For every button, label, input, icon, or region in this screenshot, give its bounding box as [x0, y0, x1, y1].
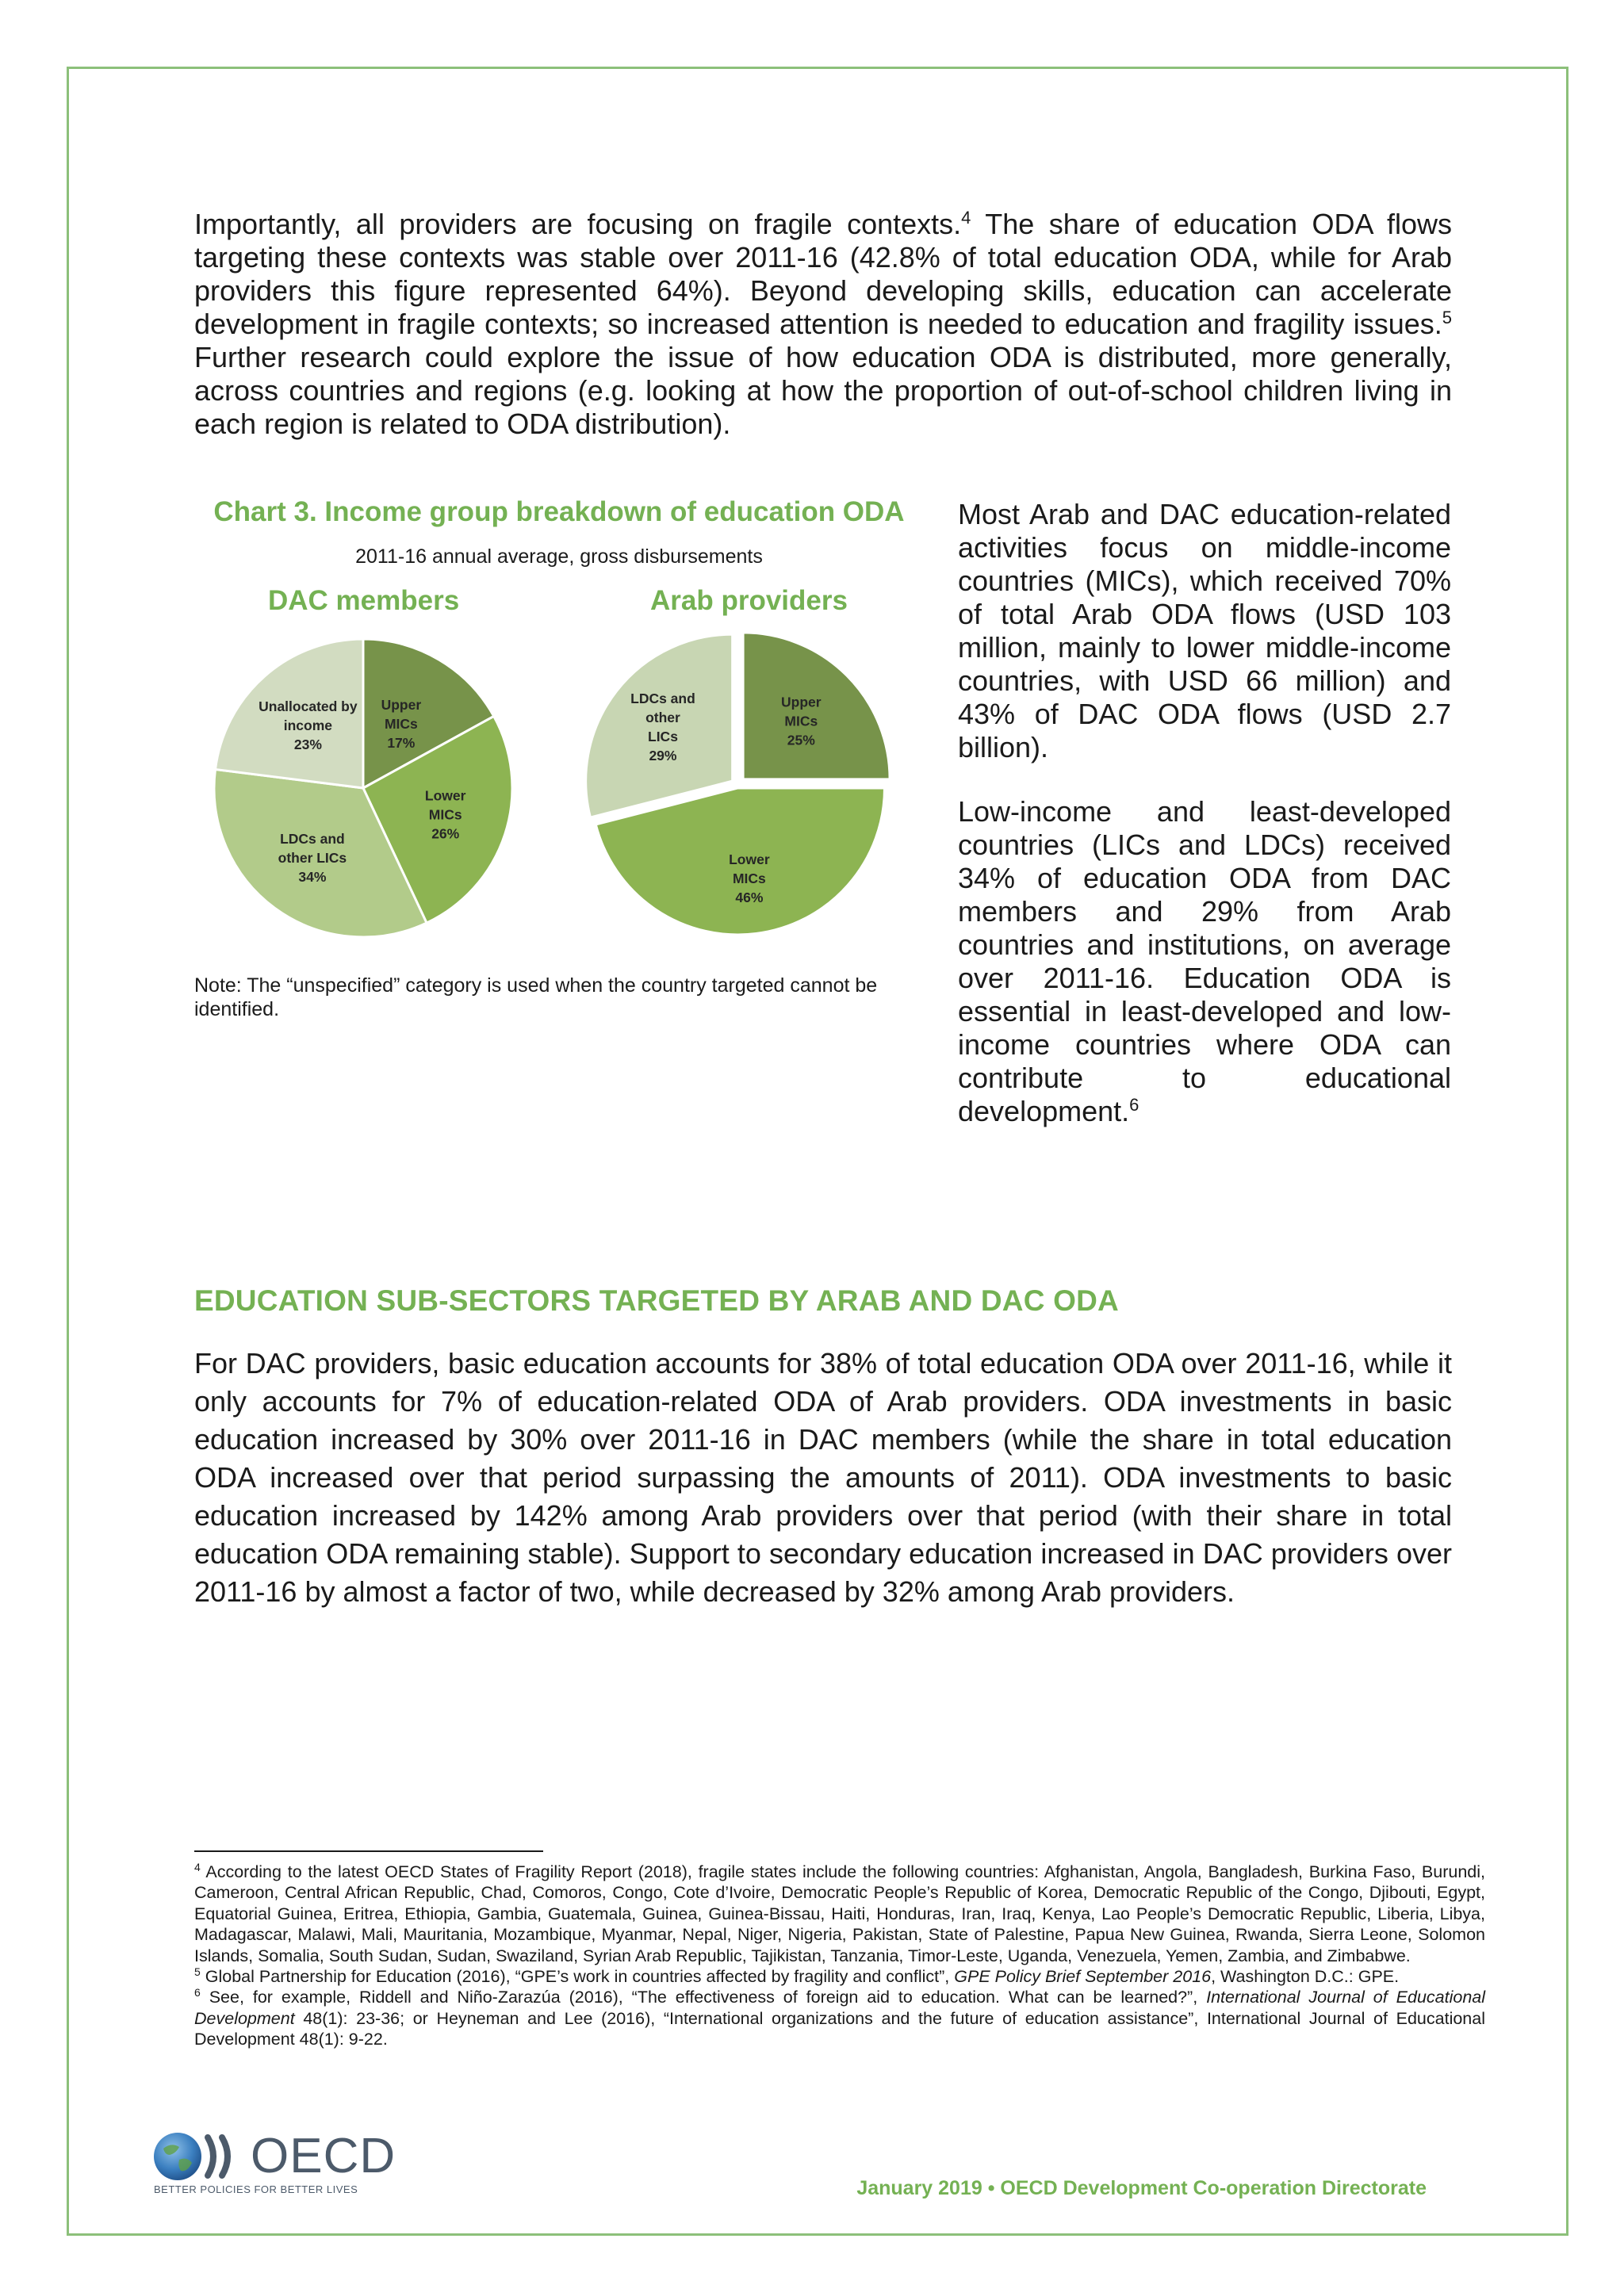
oecd-globe-icon: [152, 2131, 247, 2182]
chart-note: Note: The “unspecified” category is used when the country targeted cannot be identified.: [194, 974, 878, 1020]
footnote-text: Global Partnership for Education (2016), “GPE’s work in countries affected by fragility and conflict”,: [200, 1967, 955, 1987]
section-body: For DAC providers, basic education accounts for 38% of total education ODA over 2011-16, while it only accounts for 7% of education-related ODA of Arab providers. ODA investments in basic education increased by 30% over 2011-16 in DAC members (while the share in total education ODA increased over that period surpassing the amounts of 2011). ODA investments to basic education increased by 142% among Arab providers over that period (with their share in total education ODA remaining stable). Support to secondary education increased in DAC providers over 2011-16 by almost a factor of two, while decreased by 32% among Arab providers.: [194, 1347, 1452, 1608]
footnote-text: See, for example, Riddell and Niño-Zarazúa (2016), “The effectiveness of foreign aid to education. What can be learned?”,: [200, 1988, 1207, 2007]
footnote-text: , Washington D.C.: GPE.: [1211, 1967, 1400, 1987]
footnote-citation-title: GPE Policy Brief September 2016: [954, 1967, 1212, 1987]
footnote-citation-title: International Journal of Educational Development: [194, 1988, 1486, 2028]
pie-slice[interactable]: [586, 634, 733, 817]
footnote-number: 6: [194, 1986, 201, 1999]
pie-slice-label: Upper MICs 17%: [381, 697, 422, 752]
footnote-text: 48(1): 23-36; or Heyneman and Lee (2016), “International organizations and the future of education assistance”, International Journal of Educational Development 48(1): 9-22.: [194, 2008, 1485, 2049]
pie-slice-label: Lower MICs 26%: [424, 787, 466, 842]
oecd-wordmark: OECD: [251, 2129, 396, 2183]
footnote-number: 4: [194, 1860, 201, 1873]
chart-title: Chart 3. Income group breakdown of education ODA: [213, 496, 905, 527]
intro-paragraph: [194, 208, 1452, 441]
pie-title-dac: DAC members: [268, 585, 460, 616]
footer-text: January 2019 • OECD Development Co-operation Directorate: [856, 2177, 1427, 2199]
footnote-divider: [194, 1850, 543, 1852]
pie-chart-arab: [583, 634, 900, 951]
footnote-ref-4[interactable]: 4: [961, 208, 971, 228]
pie-title-arab: Arab providers: [650, 585, 848, 616]
right-paragraph-2: [958, 795, 1451, 1128]
section-heading: EDUCATION SUB-SECTORS TARGETED BY ARAB AND DAC ODA: [194, 1284, 1119, 1317]
intro-text-3: Further research could explore the issue of how education ODA is distributed, more generally, across countries and regions (e.g. looking at how the proportion of out-of-school children living in each region is related to ODA distribution).: [194, 341, 1452, 440]
intro-text-2: The share of education ODA flows targeting these contexts was stable over 2011-16 (42.8% of total education ODA, while for Arab providers this figure represented 64%). Beyond developing skills, education can accelerate development in fragile contexts; so increased attention is needed to education and fragility issues.: [194, 208, 1452, 340]
pie-chart-dac: [214, 634, 531, 951]
right-paragraph-1: Most Arab and DAC education-related activities focus on middle-income countries (MICs), which received 70% of total Arab ODA flows (USD 103 million, mainly to lower middle-income countries, with USD 66 million) and 43% of DAC ODA flows (USD 2.7 billion).: [958, 498, 1451, 763]
chart-subtitle: 2011-16 annual average, gross disbursements: [355, 545, 763, 568]
pie-slice-label: Lower MICs 46%: [729, 851, 770, 905]
footnote-4: [194, 1862, 1485, 1966]
footnotes: [194, 1862, 1485, 2050]
footnote-6: [194, 1987, 1485, 2049]
pie-slice-label: Unallocated by income 23%: [259, 698, 358, 753]
right-paragraph-2-text: Low-income and least-developed countries (LICs and LDCs) received 34% of education ODA from DAC members and 29% from Arab countries and institutions, on average over 2011-16. Education ODA is essential in least-developed and low-income countries where ODA can contribute to educational development.: [958, 795, 1451, 1127]
footnote-5: [194, 1966, 1485, 1987]
footnote-text: According to the latest OECD States of Fragility Report (2018), fragile states include the following countries: Afghanistan, Angola, Bangladesh, Burkina Faso, Burundi, Cameroon, Central African Republic, Chad, Comoros, Congo, Cote d’Ivoire, Democratic People’s Republic of Korea, Democratic Republic of the Congo, Djibouti, Egypt, Equatorial Guinea, Eritrea, Ethiopia, Gambia, Guatemala, Guinea, Guinea-Bissau, Haiti, Honduras, Iran, Iraq, Kenya, Lao People’s Democratic Republic, Liberia, Libya, Madagascar, Malawi, Mali, Mauritania, Mozambique, Myanmar, Nepal, Niger, Nigeria, Pakistan, State of Palestine, Papua New Guinea, Rwanda, Sierra Leone, Solomon Islands, Somalia, South Sudan, Sudan, Swaziland, Syrian Arab Republic, Tajikistan, Tanzania, Timor-Leste, Uganda, Venezuela, Yemen, Zambia, and Zimbabwe.: [194, 1862, 1485, 1965]
footnote-ref-6[interactable]: 6: [1129, 1095, 1139, 1115]
footnote-ref-5[interactable]: 5: [1442, 308, 1452, 327]
oecd-logo[interactable]: [152, 2131, 422, 2201]
footnote-number: 5: [194, 1965, 201, 1978]
pie-slice-label: LDCs and other LICs 29%: [630, 691, 695, 764]
intro-text-1: Importantly, all providers are focusing on fragile contexts.: [194, 208, 962, 240]
pie-slice-label: Upper MICs 25%: [781, 694, 822, 748]
pie-slice-label: LDCs and other LICs 34%: [278, 831, 347, 886]
oecd-tagline: BETTER POLICIES FOR BETTER LIVES: [154, 2183, 358, 2195]
